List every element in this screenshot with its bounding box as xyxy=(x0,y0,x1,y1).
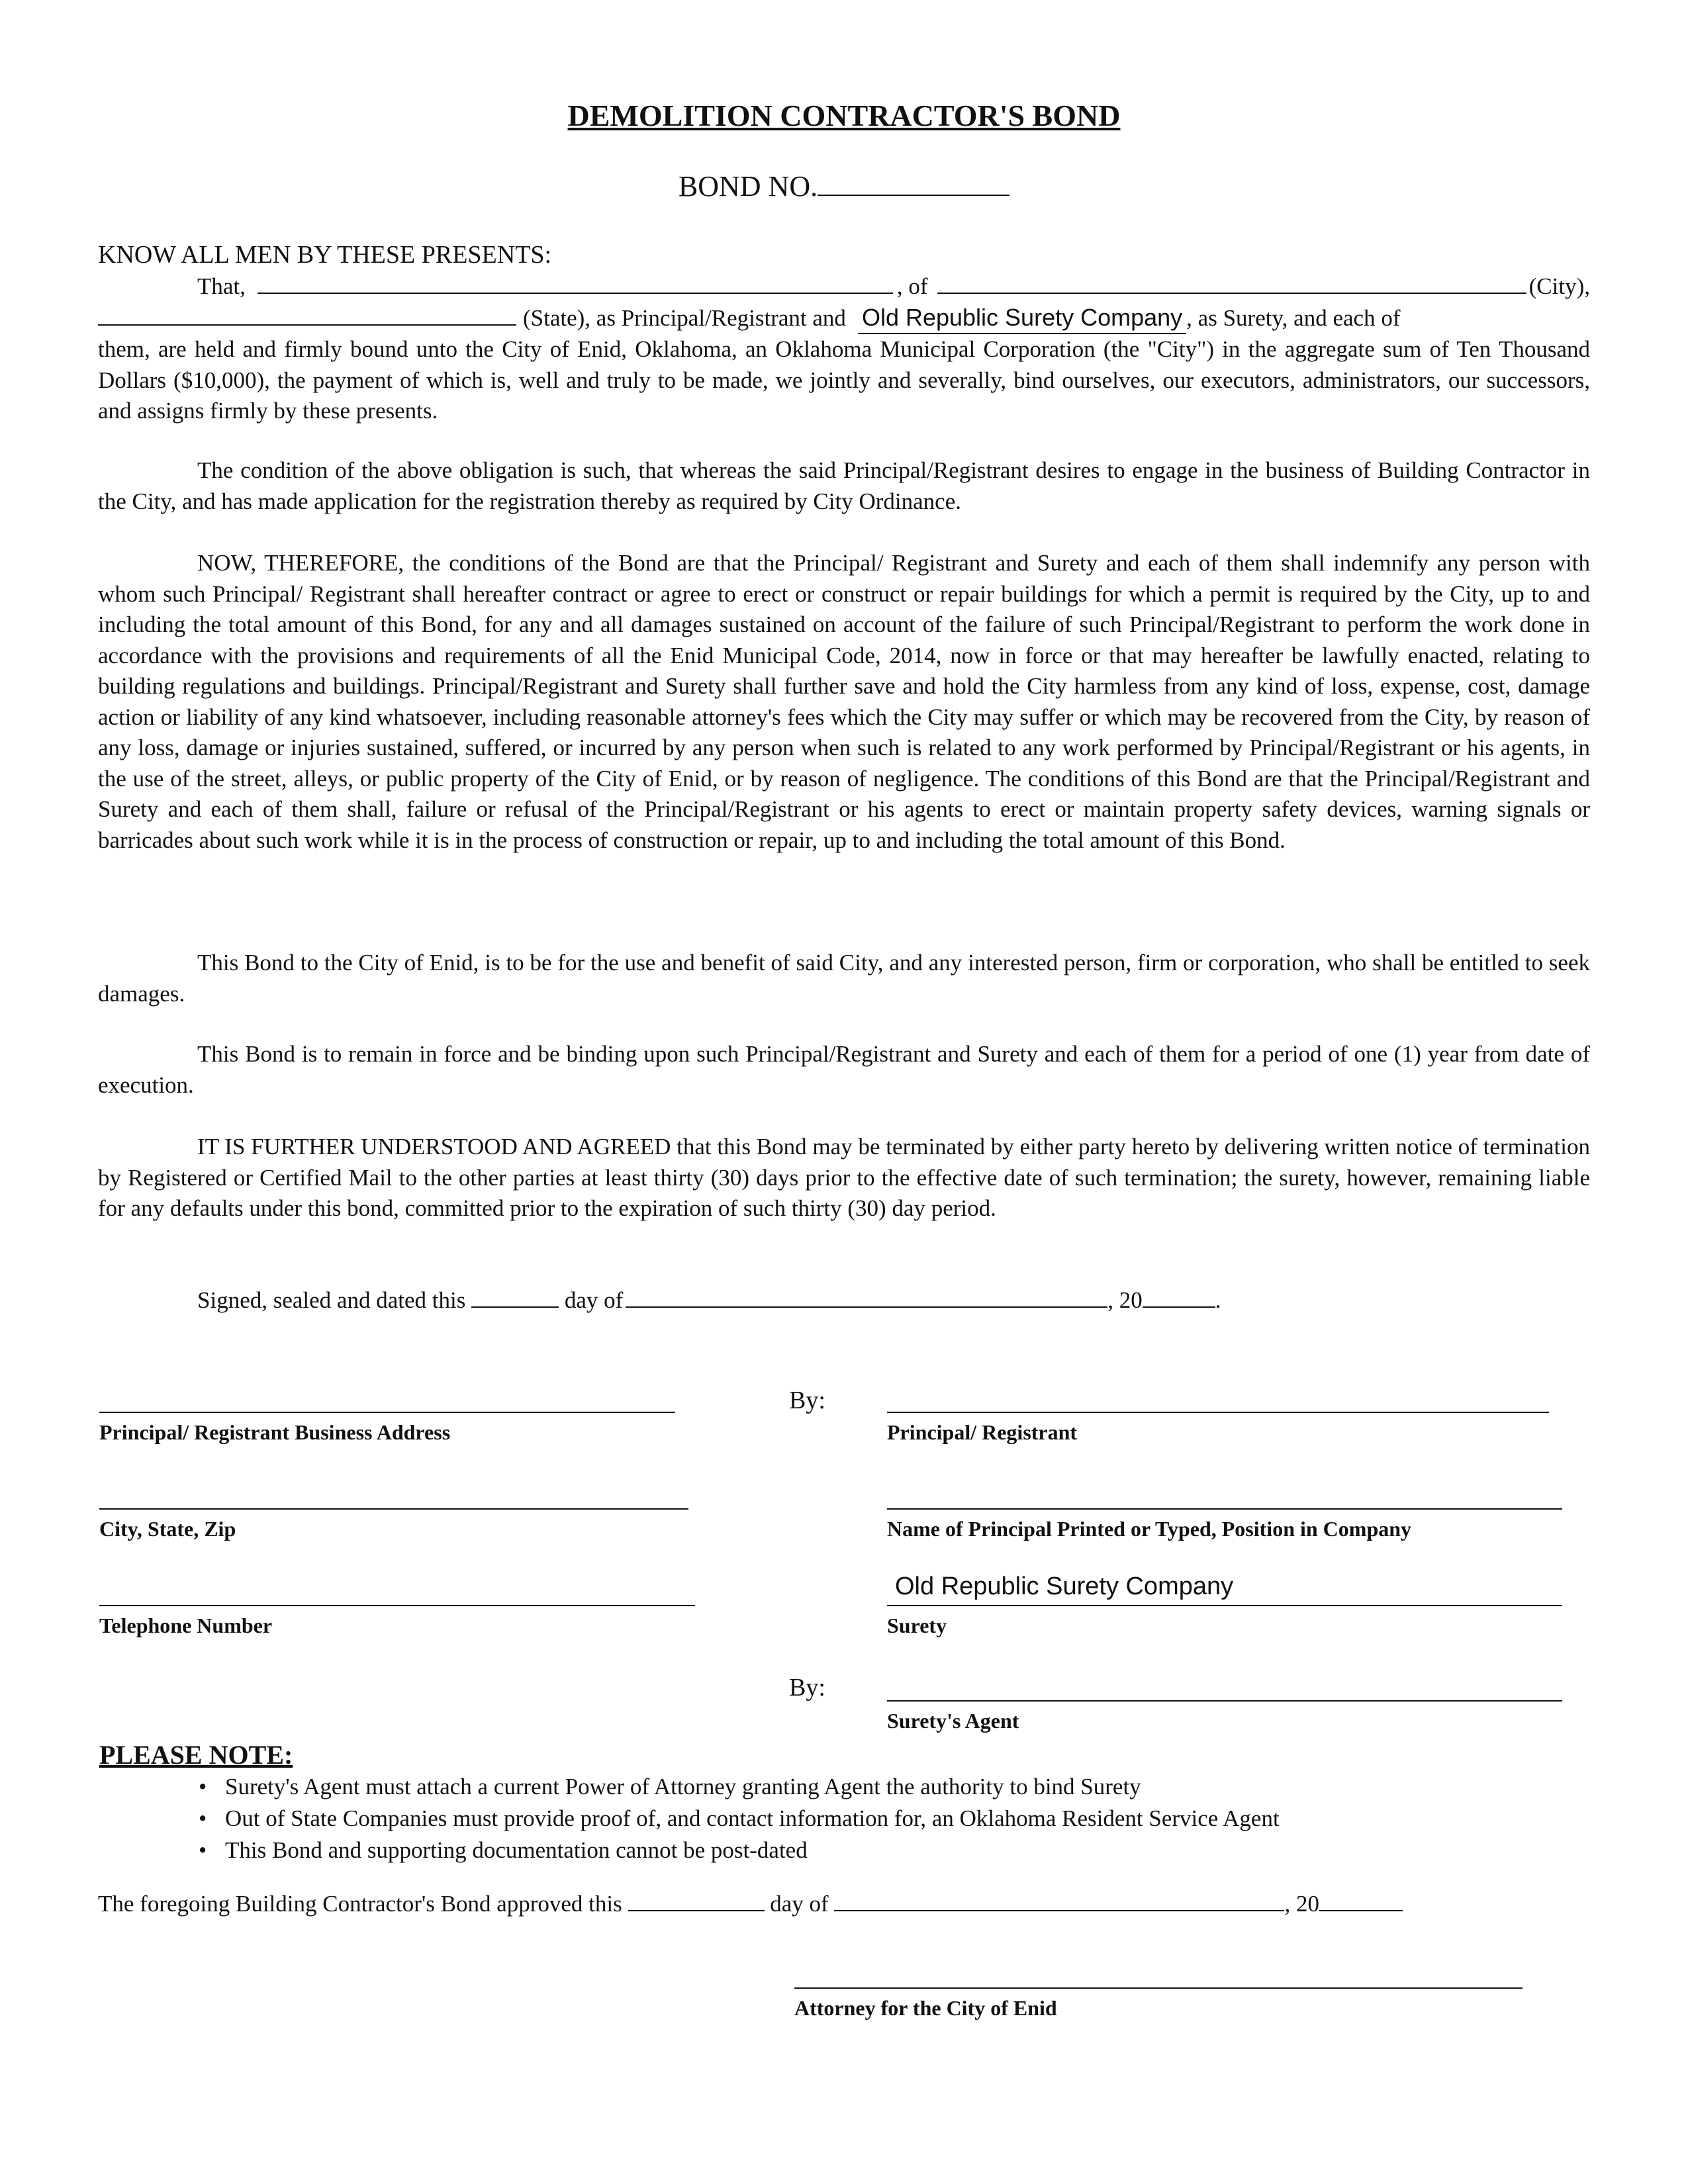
surety-name-field[interactable]: Old Republic Surety Company xyxy=(858,302,1186,335)
surety-label: Surety xyxy=(887,1614,947,1637)
paragraph-use-benefit: This Bond to the City of Enid, is to be for the use and benefit of said City, and any interested person, firm or corporation, who shall be entitled to seek damages. xyxy=(98,950,1590,1007)
bond-number: BOND NO. xyxy=(0,169,1688,203)
principal-name-line[interactable] xyxy=(887,1508,1562,1510)
surety-line[interactable] xyxy=(887,1604,1562,1606)
paragraph-parties: That, , of (City), (State), as Principal/Registrant and Old Republic Surety Company , as Surety, and each of them, are held and firmly bound unto the City of Enid, Oklahoma, an Oklahoma Municipal Corporation (the "City") in the aggregate sum of Ten Thousand Dollars ($10,000), the payment of which is, well and truly to be made, we jointly and severally, bind ourselves, our executors, administrators, our successors, and assigns firmly by these presents. xyxy=(98,271,1590,427)
principal-name-label: Name of Principal Printed or Typed, Position in Company xyxy=(887,1517,1412,1541)
approval-line: The foregoing Building Contractor's Bond approved this day of , 20 xyxy=(98,1889,1620,1920)
attorney-label: Attorney for the City of Enid xyxy=(794,1996,1057,2020)
telephone-label: Telephone Number xyxy=(99,1614,273,1637)
approval-day-field[interactable] xyxy=(628,1909,765,1911)
by-label-surety: By: xyxy=(789,1674,825,1702)
surety-company-name: Old Republic Surety Company xyxy=(895,1572,1234,1600)
principal-state-field[interactable] xyxy=(98,324,516,326)
attorney-signature-line[interactable] xyxy=(794,1987,1523,1989)
bond-number-field[interactable] xyxy=(818,194,1009,196)
note-item: • Out of State Companies must provide proof of, and contact information for, an Oklahoma Resident Service Agent xyxy=(199,1803,1280,1835)
signed-month-field[interactable] xyxy=(626,1306,1107,1308)
principal-signature-line[interactable] xyxy=(887,1411,1549,1413)
signed-date-line: Signed, sealed and dated this day of , 20 . xyxy=(197,1287,1221,1313)
telephone-line[interactable] xyxy=(99,1604,695,1606)
approval-year-field[interactable] xyxy=(1319,1909,1403,1911)
please-note-list xyxy=(199,1771,1280,1866)
parties-text: them, are held and firmly bound unto the City of Enid, Oklahoma, an Oklahoma Municipal Corporation (the "City") in the aggregate sum of Ten Thousand Dollars ($10,000), the payment of which is, well and truly to be made, we jointly and severally, bind ourselves, our executors, administrators, our successors, and assigns firmly by these presents. xyxy=(98,336,1590,424)
surety-agent-line[interactable] xyxy=(887,1700,1562,1702)
signed-day-field[interactable] xyxy=(471,1306,559,1308)
surety-agent-label: Surety's Agent xyxy=(887,1709,1019,1733)
principal-city-field[interactable] xyxy=(937,292,1526,294)
note-item: • Surety's Agent must attach a current Power of Attorney granting Agent the authority to bind Surety xyxy=(199,1771,1280,1803)
paragraph-duration: This Bond is to remain in force and be binding upon such Principal/Registrant and Surety and each of them for a period of one (1) year from date of execution. xyxy=(98,1041,1590,1098)
paragraph-condition: The condition of the above obligation is such, that whereas the said Principal/Registrant desires to engage in the business of Building Contractor in the City, and has made application for the registration thereby as required by City Ordinance. xyxy=(98,457,1590,514)
business-address-line[interactable] xyxy=(99,1411,675,1413)
by-label-principal: By: xyxy=(789,1387,825,1414)
business-address-label: Principal/ Registrant Business Address xyxy=(99,1420,451,1444)
signed-year-field[interactable] xyxy=(1143,1306,1215,1308)
city-state-zip-label: City, State, Zip xyxy=(99,1517,236,1541)
paragraph-now-therefore: NOW, THEREFORE, the conditions of the Bond are that the Principal/ Registrant and Surety and each of them shall indemnify any person with whom such Principal/ Registrant shall hereafter contract or agree to erect or construct or repair buildings for which a permit is required by the City, up to and including the total amount of this Bond, for any and all damages sustained on account of the failure of such Principal/Registrant to perform the work done in accordance with the provisions and requirements of all the Enid Municipal Code, 2014, now in force or that may hereafter be lawfully enacted, relating to building regulations and buildings. Principal/Registrant and Surety shall further save and hold the City harmless from any kind of loss, expense, cost, damage action or liability of any kind whatsoever, including reasonable attorney's fees which the City may suffer or which may be recovered from the City, by reason of any loss, damage or injuries sustained, suffered, or incurred by any person when such is related to any work performed by Principal/Registrant or his agents, in the use of the street, alleys, or public property of the City of Enid, or by reason of negligence. The conditions of this Bond are that the Principal/Registrant and Surety and each of them shall, failure or refusal of the Principal/Registrant or his agents to erect or maintain property safety devices, warning signals or barricades about such work while it is in the process of construction or repair, up to and including the total amount of this Bond. xyxy=(98,550,1590,853)
principal-label: Principal/ Registrant xyxy=(887,1420,1078,1444)
city-state-zip-line[interactable] xyxy=(99,1508,688,1510)
please-note-heading: PLEASE NOTE: xyxy=(99,1740,293,1770)
know-all-heading: KNOW ALL MEN BY THESE PRESENTS: xyxy=(98,241,552,269)
note-item: • This Bond and supporting documentation cannot be post-dated xyxy=(199,1835,1280,1866)
paragraph-termination: IT IS FURTHER UNDERSTOOD AND AGREED that this Bond may be terminated by either party hereto by delivering written notice of termination by Registered or Certified Mail to the other parties at least thirty (30) days prior to the effective date of such termination; the surety, however, remaining liable for any defaults under this bond, committed prior to the expiration of such thirty (30) day period. xyxy=(98,1134,1590,1221)
approval-month-field[interactable] xyxy=(834,1909,1284,1911)
principal-name-field[interactable] xyxy=(258,292,893,294)
document-title: DEMOLITION CONTRACTOR'S BOND xyxy=(567,99,1121,132)
